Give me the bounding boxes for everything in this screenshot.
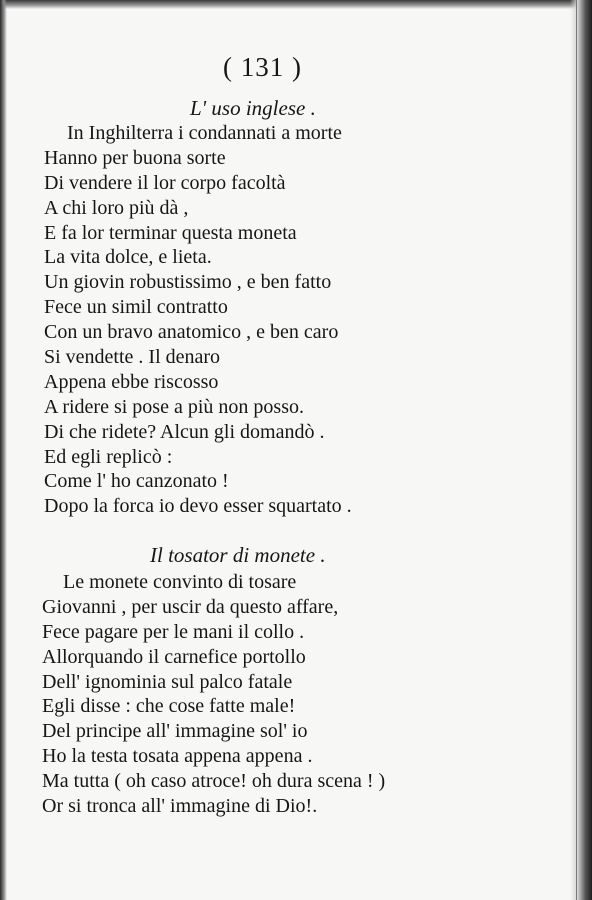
poem-line: Come l' ho canzonato ! bbox=[44, 470, 229, 493]
poem-line: Si vendette . Il denaro bbox=[44, 346, 221, 369]
poem-line: Dell' ignominia sul palco fatale bbox=[42, 670, 293, 693]
page-edge-line bbox=[576, 0, 577, 900]
poem-title: Il tosator di monete . bbox=[150, 543, 326, 567]
poem-line: Ma tutta ( oh caso atroce! oh dura scena ! ) bbox=[42, 770, 386, 793]
poem-line: Un giovin robustissimo , e ben fatto bbox=[44, 271, 332, 294]
poem-body bbox=[44, 121, 352, 519]
poem-line: Fece pagare per le mani il collo . bbox=[42, 620, 305, 643]
page-number: ( 131 ) bbox=[223, 52, 302, 82]
poem-line: In Inghilterra i condannati a morte bbox=[67, 122, 342, 144]
poem-line: Appena ebbe riscosso bbox=[44, 370, 219, 393]
page-edge-shadow-right bbox=[570, 0, 592, 900]
poem-line: Ed egli replicò : bbox=[44, 445, 173, 468]
poem-line: Le monete convinto di tosare bbox=[63, 571, 297, 593]
poem-line: La vita dolce, e lieta. bbox=[44, 246, 212, 269]
poem-line: Con un bravo anatomico , e ben caro bbox=[44, 321, 339, 344]
poem-line: Ho la testa tosata appena appena . bbox=[42, 745, 313, 768]
poem-body bbox=[42, 570, 385, 819]
poem-line: A chi loro più dà , bbox=[44, 196, 189, 219]
poem-line: Del principe all' immagine sol' io bbox=[42, 720, 308, 743]
poem-line: E fa lor terminar questa moneta bbox=[44, 221, 297, 244]
page-edge-shadow-left bbox=[0, 0, 7, 900]
poem-line: Dopo la forca io devo esser squartato . bbox=[44, 495, 352, 518]
poem-line: A ridere si pose a più non posso. bbox=[44, 395, 304, 418]
poem-line: Di vendere il lor corpo facoltà bbox=[44, 171, 286, 194]
poem-line: Allorquando il carnefice portollo bbox=[42, 645, 306, 668]
poem-line: Hanno per buona sorte bbox=[44, 146, 226, 169]
poem-line: Giovanni , per uscir da questo affare, bbox=[42, 595, 339, 618]
page-edge-shadow-top bbox=[0, 0, 592, 9]
poem-line: Fece un simil contratto bbox=[44, 296, 228, 319]
poem-line: Di che ridete? Alcun gli domandò . bbox=[44, 420, 325, 443]
poem-title: L' uso inglese . bbox=[190, 96, 316, 120]
poem-line: Egli disse : che cose fatte male! bbox=[42, 695, 296, 718]
poem-line: Or si tronca all' immagine di Dio!. bbox=[42, 795, 318, 818]
